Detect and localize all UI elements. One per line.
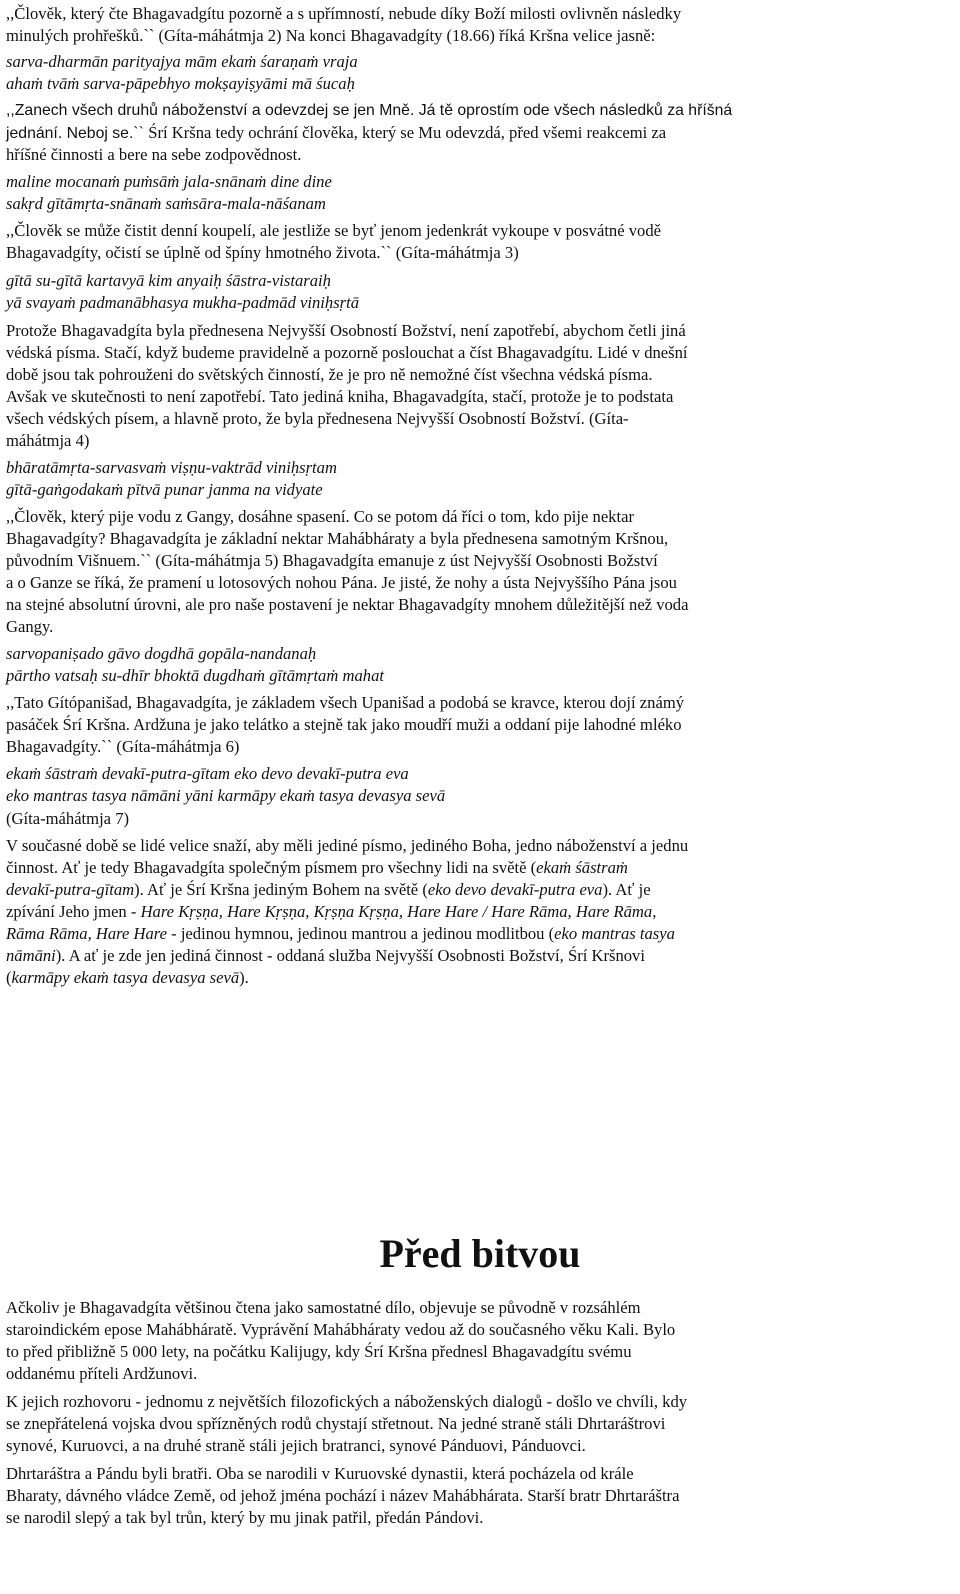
text-line: máhátmja 4) — [6, 431, 90, 450]
text-line: oddanému příteli Ardžunovi. — [6, 1364, 198, 1383]
text-line: Bhagavadgíty, očistí se úplně od špíny hmotného života.`` (Gíta-máhátmja 3) — [6, 243, 519, 262]
text-line: původním Višnuem.`` (Gíta-máhátmja 5) Bhagavadgíta emanuje z úst Nejvyšší Osobnosti Božství — [6, 551, 658, 570]
verse-line: sakṛd gītāmṛta-snānaṁ saṁsāra-mala-nāśanam — [6, 194, 326, 213]
verse-line: eko mantras tasya nāmāni yāni karmāpy ekaṁ tasya devasya sevā — [6, 786, 446, 805]
verse-line: gītā su-gītā kartavyā kim anyaiḥ śāstra-vistaraiḥ — [6, 271, 331, 290]
verse-line: pārtho vatsaḥ su-dhīr bhoktā dugdhaṁ gītāmṛtaṁ mahat — [6, 666, 384, 685]
quote-text: jednání. Neboj se.`` — [6, 125, 149, 142]
text-line: ,,Tato Gítópanišad, Bhagavadgíta, je základem všech Upanišad a podobá se kravce, kterou dojí známý — [6, 693, 685, 712]
text-line: na stejné absolutní úrovni, ale pro naše postavení je nektar Bhagavadgíty mnohem důležitější než voda — [6, 595, 689, 614]
text-line: době jsou tak pohrouženi do světských činností, že je pro ně nemožné číst všechna védská písma. — [6, 365, 653, 384]
sanskrit-phrase: nāmāni — [6, 946, 56, 965]
mantra-text: Rāma Rāma, Hare Hare — [6, 924, 167, 943]
text-line: Dhrtaráštra a Pándu byli bratři. Oba se narodili v Kuruovské dynastii, která pocházela od krále — [6, 1464, 634, 1483]
text-line: Protože Bhagavadgíta byla přednesena Nejvyšší Osobností Božství, není zapotřebí, abychom četli jiná — [6, 321, 686, 340]
quote-text: Já tě oprostím ode všech následků za hříšná — [418, 102, 733, 119]
text-line: pasáček Śrí Kršna. Ardžuna je jako telátko a stejně tak jako moudří muži a oddaní pije lahodné mléko — [6, 715, 682, 734]
text-line — [6, 901, 956, 923]
text-line: (Gíta-máhátmja 7) — [6, 809, 130, 828]
text-line: Bhagavadgíty.`` (Gíta-máhátmja 6) — [6, 737, 240, 756]
text-line: Ačkoliv je Bhagavadgíta většinou čtena jako samostatné dílo, objevuje se původně v rozsáhlém — [6, 1298, 641, 1317]
text-span: ). Ať je Śrí Kršna jediným Bohem na světě ( — [134, 880, 428, 899]
text-span: ). A ať je zde jen jediná činnost - oddaná služba Nejvyšší Osobnosti Božství, Śrí Kršnovi — [55, 946, 645, 965]
verse-line: sarva-dharmān parityajya mām ekaṁ śaraṇaṁ vraja — [6, 52, 358, 71]
text-line: se znepřátelená vojska dvou spřízněných rodů chystají střetnout. Na jedné straně stáli Dhrtaráštrovi — [6, 1414, 666, 1433]
text-line: védská písma. Stačí, když budeme pravidelně a pozorně poslouchat a číst Bhagavadgítu. Lidé v dnešní — [6, 343, 688, 362]
text-line: V současné době se lidé velice snaží, aby měli jediné písmo, jediného Boha, jedno náboženství a jednu — [6, 836, 689, 855]
verse-line: ekaṁ śāstraṁ devakī-putra-gītam eko devo devakī-putra eva — [6, 764, 409, 783]
text-line: ,,Člověk se může čistit denní koupelí, ale jestliže se byť jenom jedenkrát vykoupe v posvátné vodě — [6, 221, 661, 240]
text-line: Bhagavadgíty? Bhagavadgíta je základní nektar Mahábháraty a byla přednesena samotným Kršnou, — [6, 529, 669, 548]
text-span: ). — [239, 968, 249, 987]
text-line — [6, 923, 956, 945]
text-line: se narodil slepý a tak byl trůn, který by mu jinak patřil, předán Pándovi. — [6, 1508, 484, 1527]
verse-line: gītā-gaṅgodakaṁ pītvā punar janma na vidyate — [6, 480, 323, 499]
sanskrit-phrase: devakī-putra-gītam — [6, 880, 135, 899]
text-line: hříšné činnosti a bere na sebe zodpovědnost. — [6, 145, 302, 164]
text-line — [6, 122, 956, 145]
text-line: minulých prohřešků.`` (Gíta-máhátmja 2) Na konci Bhagavadgíty (18.66) říká Kršna velice jasně: — [6, 26, 656, 45]
text-line: staroindickém epose Mahábháratě. Vyprávění Mahábháraty vedou až do současného věku Kali. Bylo — [6, 1320, 676, 1339]
text-line — [6, 945, 956, 967]
text-line: všech védských písem, a hlavně proto, že byla přednesena Nejvyšší Osobností Božství. (Gíta- — [6, 409, 629, 428]
verse-line: maline mocanaṁ puṁsāṁ jala-snānaṁ dine dine — [6, 172, 332, 191]
text-span: činnost. Ať je tedy Bhagavadgíta společným písmem pro všechny lidi na světě ( — [6, 858, 537, 877]
text-span: zpívání Jeho jmen - — [6, 902, 141, 921]
text-line: Gangy. — [6, 617, 54, 636]
text-line — [6, 100, 956, 122]
text-line: to před přibližně 5 000 lety, na počátku Kalijugy, kdy Śrí Kršna přednesl Bhagavadgítu svému — [6, 1342, 632, 1361]
text-line — [6, 967, 956, 989]
verse-line: bhāratāmṛta-sarvasvaṁ viṣṇu-vaktrād viniḥsṛtam — [6, 458, 337, 477]
text-span: ). Ať je — [602, 880, 651, 899]
verse-line: ahaṁ tvāṁ sarva-pāpebhyo mokṣayiṣyāmi mā śucaḥ — [6, 74, 355, 93]
text-line — [6, 857, 956, 879]
verse-line: yā svayaṁ padmanābhasya mukha-padmād viniḥsṛtā — [6, 293, 360, 312]
sanskrit-phrase: eko devo devakī-putra eva — [427, 880, 603, 899]
sanskrit-phrase: karmāpy ekaṁ tasya devasya sevā — [11, 968, 240, 987]
text-line: ,,Člověk, který čte Bhagavadgítu pozorně a s upřímností, nebude díky Boží milosti ovlivněn následky — [6, 4, 682, 23]
section-heading: Před bitvou — [379, 1231, 581, 1276]
text-line — [6, 879, 956, 901]
text-line: Avšak ve skutečnosti to není zapotřebí. Tato jediná kniha, Bhagavadgíta, stačí, protože je to podstata — [6, 387, 674, 406]
text-line: synové, Kuruovci, a na druhé straně stáli jejich bratranci, synové Pánduovi, Pánduovci. — [6, 1436, 586, 1455]
text-line: K jejich rozhovoru - jednomu z největších filozofických a náboženských dialogů - došlo ve chvíli, kdy — [6, 1392, 688, 1411]
text-line: a o Ganze se říká, že pramení u lotosových nohou Pána. Je jisté, že nohy a ústa Nejvyššího Pána jsou — [6, 573, 677, 592]
text-span: Śrí Kršna tedy ochrání člověka, který se Mu odevzdá, před všemi reakcemi za — [148, 123, 667, 142]
text-line: Bharaty, dávného vládce Země, od jehož jména pochází i název Mahábhárata. Starší bratr Dhrtaráštra — [6, 1486, 680, 1505]
sanskrit-phrase: ekaṁ śāstraṁ — [536, 858, 628, 877]
text-span: - jedinou hymnou, jedinou mantrou a jedinou modlitbou ( — [167, 924, 555, 943]
quote-text: ,,Zanech všech druhů náboženství a odevzdej se jen Mně. — [6, 102, 419, 119]
text-span: ( — [6, 968, 12, 987]
sanskrit-phrase: eko mantras tasya — [554, 924, 675, 943]
verse-line: sarvopaniṣado gāvo dogdhā gopāla-nandanaḥ — [6, 644, 317, 663]
text-line: ,,Člověk, který pije vodu z Gangy, dosáhne spasení. Co se potom dá říci o tom, kdo pije nektar — [6, 507, 634, 526]
mantra-text: Hare Kṛṣṇa, Hare Kṛṣṇa, Kṛṣṇa Kṛṣṇa, Hare Hare / Hare Rāma, Hare Rāma, — [140, 902, 657, 921]
